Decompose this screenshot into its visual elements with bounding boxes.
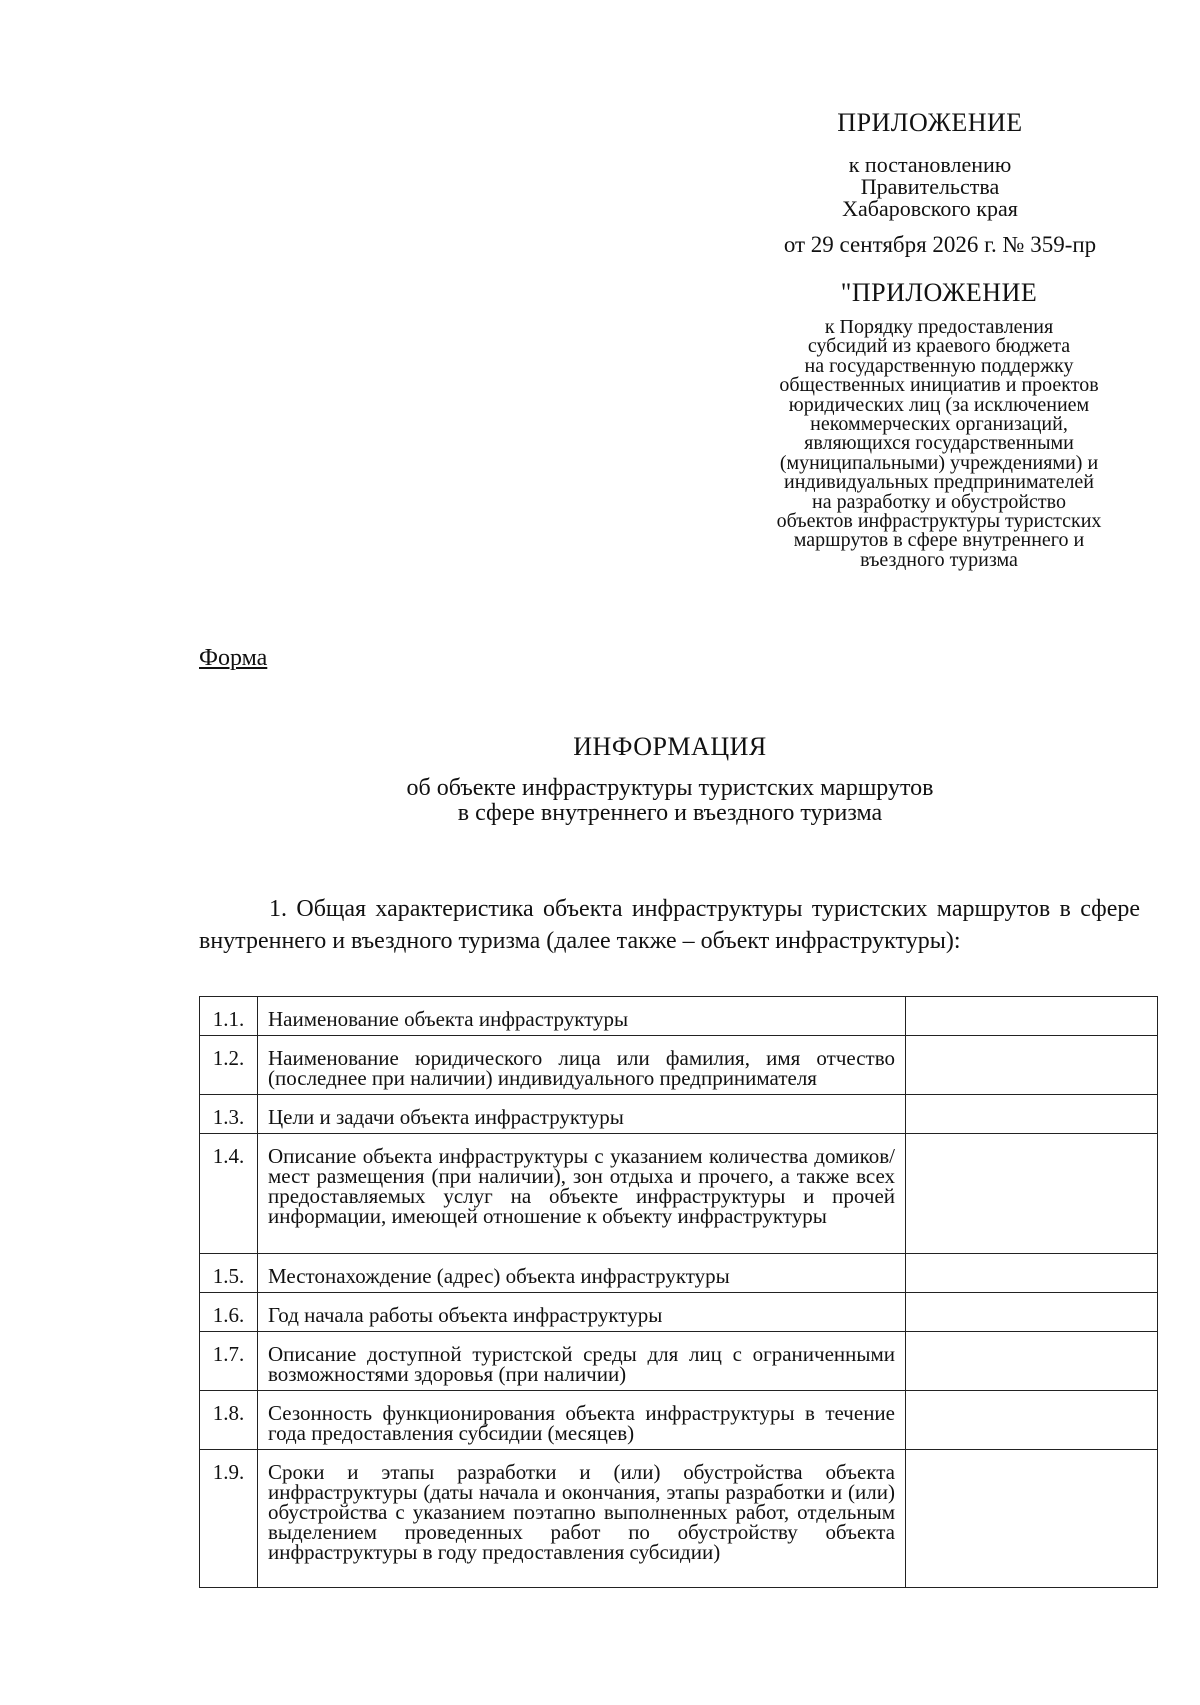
table-row <box>200 1254 1158 1293</box>
row-value-cell[interactable] <box>906 1254 1158 1293</box>
appendix2-line: въездного туризма <box>860 548 1018 571</box>
row-number: 1.3. <box>200 1095 258 1134</box>
appendix2-line: общественных инициатив и проектов <box>779 374 1099 397</box>
row-value-cell[interactable] <box>906 1293 1158 1332</box>
row-label: Описание доступной туристской среды для лиц с ограниченными возможностями здоровья (при наличии) <box>258 1332 906 1391</box>
row-label: Наименование объекта инфраструктуры <box>258 997 906 1036</box>
appendix2-title: "ПРИЛОЖЕНИЕ <box>840 278 1038 307</box>
table-row <box>200 1332 1158 1391</box>
appendix2-line: на разработку и обустройство <box>812 490 1066 513</box>
info-table <box>199 996 1158 1588</box>
row-label: Цели и задачи объекта инфраструктуры <box>258 1095 906 1134</box>
appendix2-line: к Порядку предоставления <box>824 316 1054 338</box>
document-subtitle-line: в сфере внутреннего и въездного туризма <box>457 800 883 826</box>
row-number: 1.8. <box>200 1391 258 1450</box>
row-value-cell[interactable] <box>906 997 1158 1036</box>
document-subtitle <box>300 776 1040 826</box>
row-number: 1.5. <box>200 1254 258 1293</box>
table-row <box>200 997 1158 1036</box>
appendix-date: от 29 сентября 2026 г. № 359-пр <box>783 232 1097 257</box>
row-label: Местонахождение (адрес) объекта инфраструктуры <box>258 1254 906 1293</box>
appendix2-line: (муниципальными) учреждениями) и <box>779 451 1099 474</box>
appendix-line: Правительства <box>860 174 1000 199</box>
document-subtitle-line: об объекте инфраструктуры туристских маршрутов <box>406 775 934 801</box>
table-row <box>200 1293 1158 1332</box>
appendix2-line: на государственную поддержку <box>804 354 1074 377</box>
appendix2-header <box>738 278 1140 570</box>
table-row <box>200 1391 1158 1450</box>
appendix2-line: юридических лиц (за исключением <box>788 393 1090 416</box>
table-row <box>200 1036 1158 1095</box>
appendix-line: Хабаровского края <box>842 196 1018 221</box>
appendix-header <box>720 108 1140 220</box>
appendix-date-block <box>730 232 1150 258</box>
row-label: Наименование юридического лица или фамилия, имя отчество (последнее при наличии) индивидуального предпринимателя <box>258 1036 906 1095</box>
appendix-line: к постановлению <box>848 152 1012 177</box>
row-value-cell[interactable] <box>906 1134 1158 1254</box>
form-label: Форма <box>199 645 268 671</box>
appendix2-line: индивидуальных предпринимателей <box>784 471 1094 494</box>
row-number: 1.7. <box>200 1332 258 1391</box>
section-intro: 1. Общая характеристика объекта инфраструктуры туристских маршрутов в сфере внутреннего и въездного туризма (далее также – объект инфраструктуры): <box>199 896 1140 954</box>
appendix2-line: объектов инфраструктуры туристских <box>776 510 1102 533</box>
row-label: Описание объекта инфраструктуры с указанием количества домиков/мест размещения (при наличии), зон отдыха и прочего, а также всех предоставляемых услуг на объекте инфраструктуры и прочей информации, имеющей отношение к объекту инфраструктуры <box>258 1134 906 1254</box>
row-value-cell[interactable] <box>906 1450 1158 1588</box>
appendix2-line: субсидий из краевого бюджета <box>807 335 1071 358</box>
row-value-cell[interactable] <box>906 1391 1158 1450</box>
appendix2-line: некоммерческих организаций, <box>810 413 1068 436</box>
row-number: 1.2. <box>200 1036 258 1095</box>
table-row <box>200 1134 1158 1254</box>
row-number: 1.6. <box>200 1293 258 1332</box>
row-number: 1.1. <box>200 997 258 1036</box>
row-label: Год начала работы объекта инфраструктуры <box>258 1293 906 1332</box>
appendix2-line: являющихся государственными <box>804 432 1074 455</box>
row-value-cell[interactable] <box>906 1036 1158 1095</box>
appendix-title: ПРИЛОЖЕНИЕ <box>837 108 1023 137</box>
row-value-cell[interactable] <box>906 1332 1158 1391</box>
row-number: 1.9. <box>200 1450 258 1588</box>
row-label: Сроки и этапы разработки и (или) обустройства объекта инфраструктуры (даты начала и окончания, этапы разработки и (или) обустройства с указанием поэтапно выполненных работ, отдельным выделением проведенных работ по обустройству объекта инфраструктуры в году предоставления субсидии) <box>258 1450 906 1588</box>
appendix2-line: маршрутов в сфере внутреннего и <box>793 529 1085 552</box>
table-row <box>200 1095 1158 1134</box>
table-row <box>200 1450 1158 1588</box>
row-label: Сезонность функционирования объекта инфраструктуры в течение года предоставления субсидии (месяцев) <box>258 1391 906 1450</box>
document-title: ИНФОРМАЦИЯ <box>573 732 767 761</box>
row-number: 1.4. <box>200 1134 258 1254</box>
row-value-cell[interactable] <box>906 1095 1158 1134</box>
